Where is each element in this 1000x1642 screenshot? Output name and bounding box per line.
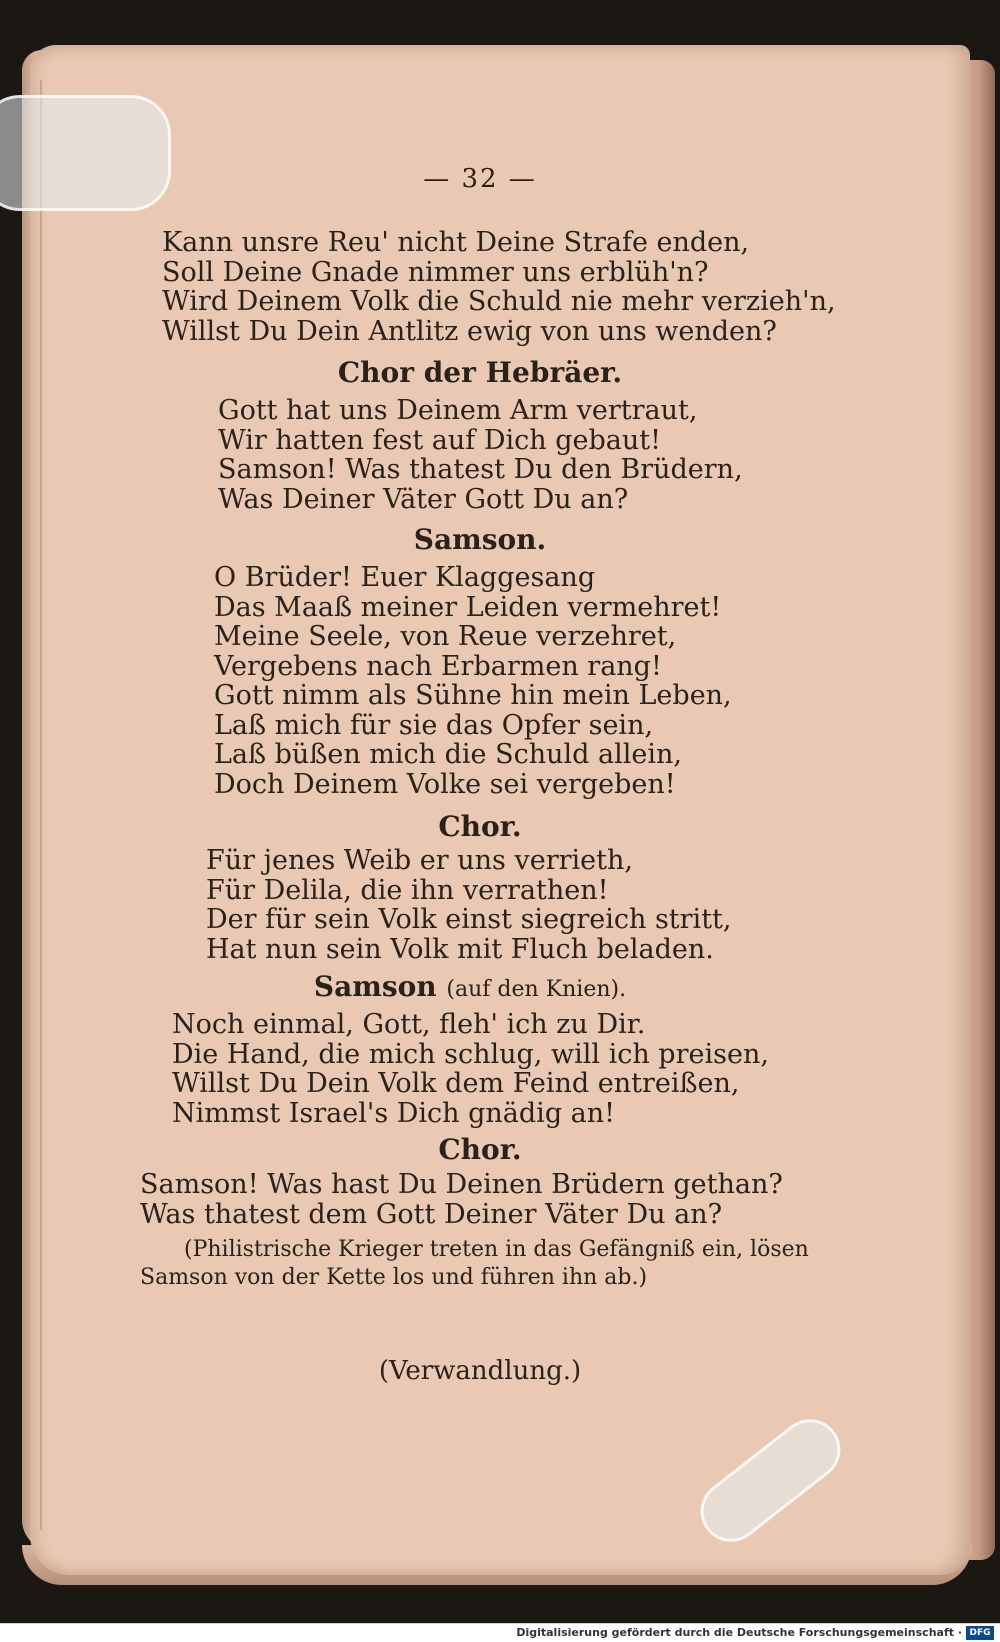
digitization-footer [0, 1623, 1000, 1642]
stage-direction-line: Samson von der Kette los und führen ihn ab.) [140, 1265, 648, 1290]
stage-direction-inline: (auf den Knien). [446, 977, 627, 1002]
verse-line: Für jenes Weib er uns verrieth, [206, 845, 633, 876]
stanza-3 [214, 563, 732, 799]
verse-line: Noch einmal, Gott, fleh' ich zu Dir. [172, 1009, 646, 1040]
heading-chor: Chor. [438, 810, 522, 843]
stanza-1 [162, 228, 836, 346]
verse-line: Die Hand, die mich schlug, will ich preisen, [172, 1038, 769, 1070]
stage-direction-line: (Philistrische Krieger treten in das Gefängniß ein, lösen [184, 1237, 809, 1262]
verse-line: Der für sein Volk einst siegreich stritt, [206, 904, 732, 935]
verse-line: Für Delila, die ihn verrathen! [206, 874, 609, 906]
dfg-logo-icon: DFG [966, 1626, 994, 1640]
page-gutter [40, 80, 42, 1530]
verse-line: Was Deiner Väter Gott Du an? [218, 483, 629, 515]
heading-samson-kneeling [0, 970, 970, 1003]
verse-line: Wird Deinem Volk die Schuld nie mehr verzieh'n, [162, 286, 836, 317]
verse-line: Gott hat uns Deinem Arm vertraut, [218, 395, 698, 426]
stanza-4 [206, 846, 731, 964]
heading-chor-2: Chor. [438, 1133, 522, 1166]
verse-line: Gott nimm als Sühne hin mein Leben, [214, 680, 732, 711]
verse-line: Wir hatten fest auf Dich gebaut! [218, 424, 661, 456]
verse-line: Willst Du Dein Volk dem Feind entreißen, [172, 1068, 740, 1099]
verse-line: Doch Deinem Volke sei vergeben! [214, 768, 676, 800]
verse-line: O Brüder! Euer Klaggesang [214, 562, 596, 593]
verse-line: Nimmst Israel's Dich gnädig an! [172, 1097, 616, 1129]
verse-line: Samson! Was hast Du Deinen Brüdern gethan? [140, 1169, 783, 1200]
verse-line: Willst Du Dein Antlitz ewig von uns wenden? [162, 315, 777, 347]
verse-line: Samson! Was thatest Du den Brüdern, [218, 454, 743, 485]
footer-credit: Digitalisierung gefördert durch die Deutsche Forschungsgemeinschaft · [516, 1626, 962, 1639]
glass-clip-top [0, 95, 171, 211]
speaker-name: Samson [313, 970, 437, 1003]
verse-line: Was thatest dem Gott Deiner Väter Du an? [140, 1198, 723, 1230]
page-number: — 32 — [423, 164, 537, 194]
stage-direction [140, 1236, 809, 1292]
verse-line: Das Maaß meiner Leiden vermehret! [214, 591, 722, 623]
stanza-6 [140, 1170, 783, 1229]
stanza-2 [218, 396, 743, 514]
verse-line: Hat nun sein Volk mit Fluch beladen. [206, 933, 714, 965]
verse-line: Vergebens nach Erbarmen rang! [214, 650, 662, 682]
scene-change: (Verwandlung.) [378, 1356, 582, 1386]
verse-line: Kann unsre Reu' nicht Deine Strafe enden, [162, 227, 750, 258]
stanza-5 [172, 1010, 769, 1128]
verse-line: Laß büßen mich die Schuld allein, [214, 739, 682, 770]
verse-line: Soll Deine Gnade nimmer uns erblüh'n? [162, 256, 709, 288]
heading-samson: Samson. [413, 523, 547, 556]
verse-line: Meine Seele, von Reue verzehret, [214, 621, 677, 652]
verse-line: Laß mich für sie das Opfer sein, [214, 709, 654, 741]
heading-chor-der-hebraer: Chor der Hebräer. [337, 356, 623, 389]
